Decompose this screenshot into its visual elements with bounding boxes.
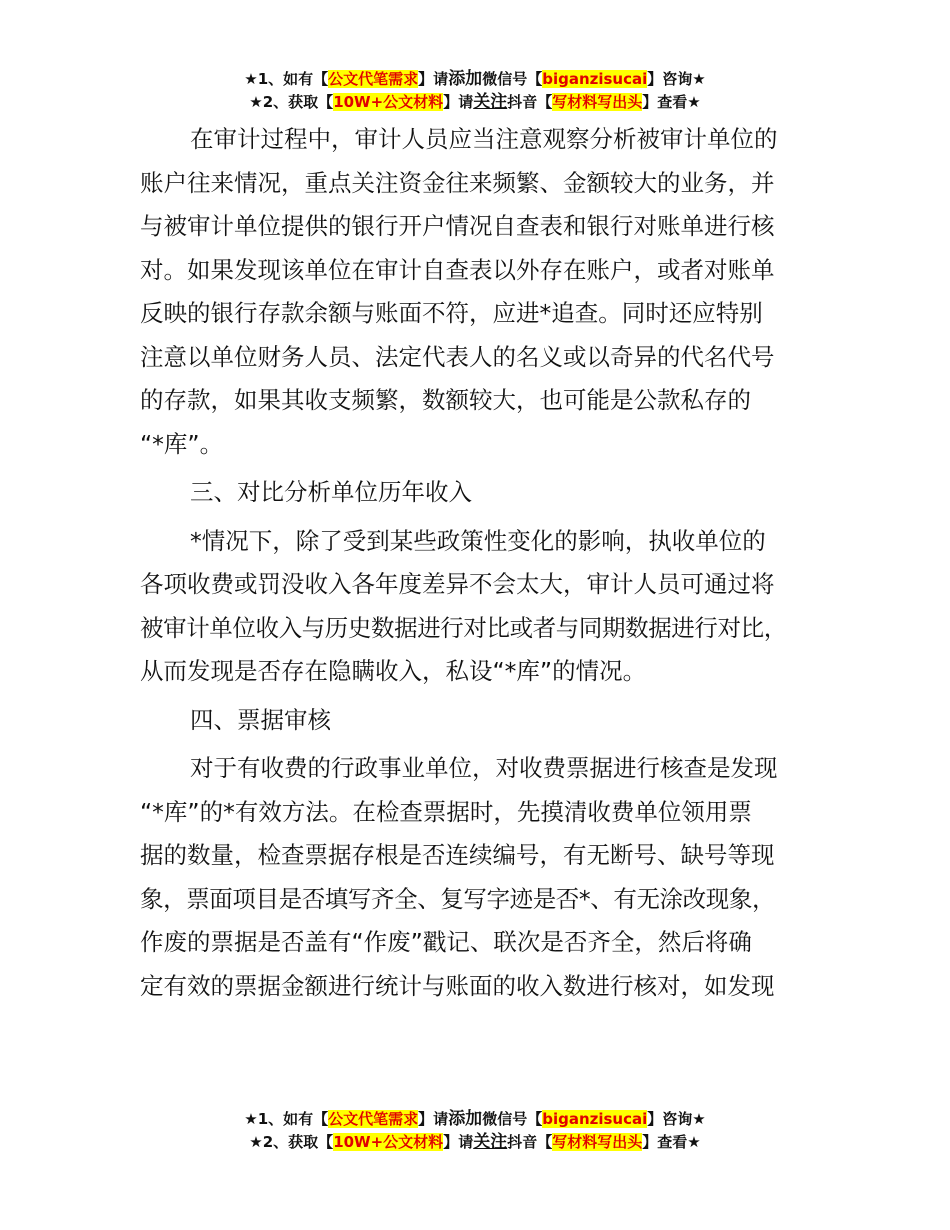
banner-line-1	[0, 68, 950, 91]
highlight-text: 10W+公文材料	[333, 93, 444, 111]
section-heading: 四、票据审核	[190, 705, 331, 734]
banner-line-2	[0, 1131, 950, 1154]
body-line: 账户往来情况，重点关注资金往来频繁、金额较大的业务，并	[140, 168, 775, 197]
highlight-text: biganzisucai	[542, 1110, 648, 1128]
banner-text: 微信号【	[482, 1110, 543, 1128]
body-line: “*库”的*有效方法。在检查票据时，先摸清收费单位领用票	[140, 797, 752, 826]
body-line: *情况下，除了受到某些政策性变化的影响，执收单位的	[190, 526, 766, 555]
banner-text: ★2、获取【	[249, 1133, 334, 1151]
body-line: 在审计过程中，审计人员应当注意观察分析被审计单位的	[190, 125, 778, 153]
body-line: 与被审计单位提供的银行开户情况自查表和银行对账单进行核	[140, 212, 775, 240]
banner-text: 】请	[418, 70, 449, 88]
banner-text: 】查看★	[642, 93, 701, 111]
banner-text: 】请	[418, 1110, 449, 1128]
highlight-text: biganzisucai	[542, 70, 648, 88]
body-line: 对于有收费的行政事业单位，对收费票据进行核查是发现	[190, 754, 778, 782]
body-line: 定有效的票据金额进行统计与账面的收入数进行核对，如发现	[140, 971, 775, 1000]
banner-text: 添加	[448, 69, 483, 89]
document-body	[140, 118, 840, 1008]
body-line: 反映的银行存款余额与账面不符，应进*追查。同时还应特别	[140, 299, 763, 327]
body-line: “*库”。	[140, 429, 224, 458]
body-line: 注意以单位财务人员、法定代表人的名义或以奇异的代名代号	[140, 342, 775, 371]
banner-text: 关注	[473, 92, 508, 112]
banner-text: 】请	[443, 93, 474, 111]
body-line: 的存款，如果其收支频繁，数额较大，也可能是公款私存的	[140, 386, 751, 414]
highlight-text: 10W+公文材料	[333, 1133, 444, 1151]
banner-text: ★1、如有【	[244, 1110, 329, 1128]
banner-line-1	[0, 1108, 950, 1131]
highlight-text: 公文代笔需求	[328, 70, 419, 88]
header-banner	[0, 68, 950, 114]
banner-text: 】咨询★	[647, 70, 706, 88]
body-line: 对。如果发现该单位在审计自查表以外存在账户，或者对账单	[140, 255, 775, 284]
body-line: 作废的票据是否盖有“作废”戳记、联次是否齐全，然后将确	[140, 928, 752, 956]
banner-text: ★1、如有【	[244, 70, 329, 88]
body-line: 据的数量，检查票据存根是否连续编号，有无断号、缺号等现	[140, 841, 775, 869]
banner-line-2	[0, 91, 950, 114]
banner-text: 关注	[473, 1132, 508, 1152]
banner-text: 抖音【	[507, 93, 553, 111]
body-line: 各项收费或罚没收入各年度差异不会太大，审计人员可通过将	[140, 570, 775, 598]
highlight-text: 公文代笔需求	[328, 1110, 419, 1128]
highlight-text: 写材料写出头	[552, 1133, 643, 1151]
banner-text: 抖音【	[507, 1133, 553, 1151]
body-line: 被审计单位收入与历史数据进行对比或者与同期数据进行对比，	[140, 613, 787, 642]
banner-text: 添加	[448, 1109, 483, 1129]
footer-banner	[0, 1108, 950, 1154]
banner-text: 微信号【	[482, 70, 543, 88]
banner-text: 】咨询★	[647, 1110, 706, 1128]
banner-text: ★2、获取【	[249, 93, 334, 111]
banner-text: 】查看★	[642, 1133, 701, 1151]
banner-text: 】请	[443, 1133, 474, 1151]
body-line: 从而发现是否存在隐瞒收入，私设“*库”的情况。	[140, 657, 647, 685]
body-line: 象，票面项目是否填写齐全、复写字迹是否*、有无涂改现象，	[140, 884, 776, 913]
highlight-text: 写材料写出头	[552, 93, 643, 111]
section-heading: 三、对比分析单位历年收入	[190, 478, 472, 506]
